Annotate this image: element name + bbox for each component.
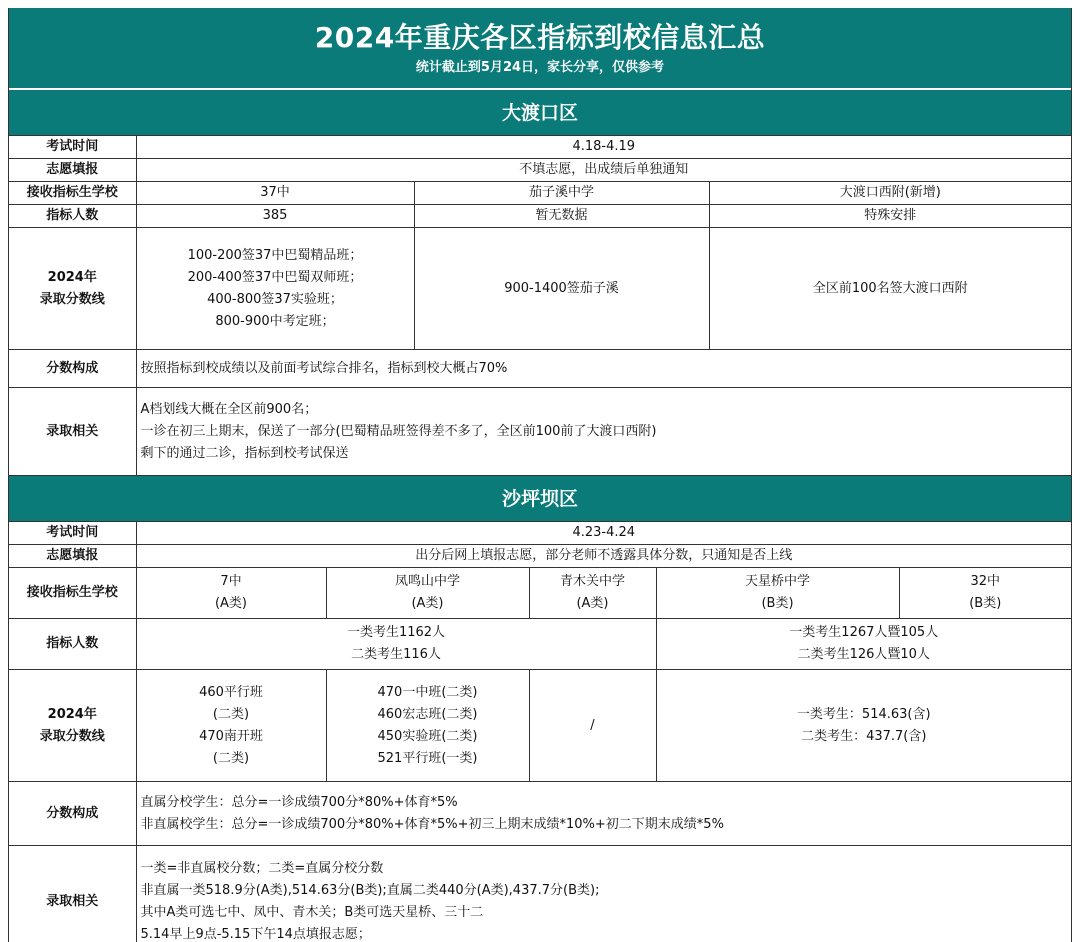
table-row (9, 846, 1071, 942)
district-header-dadukou: 大渡口区 (9, 90, 1071, 136)
dadukou-exam-time: 4.18-4.19 (136, 136, 1071, 159)
dadukou-composition: 按照指标到校成绩以及前面考试综合排名，指标到校大概占70% (136, 350, 1071, 388)
dadukou-quota-3: 特殊安排 (709, 205, 1071, 228)
title-bar (9, 8, 1071, 90)
label-composition: 分数构成 (9, 782, 136, 846)
table-row (9, 545, 1071, 568)
shapingba-table (9, 522, 1071, 942)
table-row (9, 388, 1071, 476)
shapingba-volunteer: 出分后网上填报志愿，部分老师不透露具体分数，只通知是否上线 (136, 545, 1071, 568)
table-row (9, 670, 1071, 782)
summary-sheet (8, 8, 1072, 942)
dadukou-volunteer: 不填志愿，出成绩后单独通知 (136, 159, 1071, 182)
shapingba-composition: 直属分校学生：总分=一诊成绩700分*80%+体育*5% 非直属校学生：总分=一诊成绩700分*80%+体育*5%+初三上期末成绩*10%+初二下期末成绩*5% (136, 782, 1071, 846)
dadukou-score-school-3: 全区前100名签大渡口西附 (709, 228, 1071, 350)
table-row (9, 136, 1071, 159)
shapingba-school-1: 7中 (A类) (136, 568, 326, 619)
table-row (9, 182, 1071, 205)
label-composition: 分数构成 (9, 350, 136, 388)
label-score-line: 2024年 录取分数线 (9, 228, 136, 350)
dadukou-score-school-1: 100-200签37中巴蜀精品班； 200-400签37中巴蜀双师班； 400-800签37实验班； 800-900中考定班； (136, 228, 414, 350)
table-row (9, 350, 1071, 388)
shapingba-admission: 一类=非直属校分数；二类=直属分校分数 非直属一类518.9分(A类),514.63分(B类);直属二类440分(A类),437.7分(B类); 其中A类可选七中、凤中、青木关；B类可选天星桥、三十二 5.14早上9点-5.15下午14点填报志愿； (136, 846, 1071, 942)
district-header-shapingba: 沙坪坝区 (9, 476, 1071, 522)
shapingba-score-school-45: 一类考生：514.63(含) 二类考生：437.7(含) (656, 670, 1071, 782)
label-score-line: 2024年 录取分数线 (9, 670, 136, 782)
shapingba-quota-b: 一类考生1267人暨105人 二类考生126人暨10人 (656, 619, 1071, 670)
page-subtitle: 统计截止到5月24日，家长分享，仅供参考 (415, 60, 665, 75)
label-exam-time: 考试时间 (9, 522, 136, 545)
shapingba-school-5: 32中 (B类) (899, 568, 1071, 619)
label-admission: 录取相关 (9, 388, 136, 476)
label-schools: 接收指标生学校 (9, 182, 136, 205)
shapingba-score-school-3: / (529, 670, 656, 782)
shapingba-score-school-2: 470一中班(二类) 460宏志班(二类) 450实验班(二类) 521平行班(一类) (326, 670, 529, 782)
shapingba-quota-a: 一类考生1162人 二类考生116人 (136, 619, 656, 670)
dadukou-school-2: 茄子溪中学 (414, 182, 709, 205)
dadukou-table (9, 136, 1071, 476)
table-row (9, 159, 1071, 182)
shapingba-exam-time: 4.23-4.24 (136, 522, 1071, 545)
shapingba-school-4: 天星桥中学 (B类) (656, 568, 899, 619)
dadukou-school-3: 大渡口西附(新增) (709, 182, 1071, 205)
shapingba-score-school-1: 460平行班 (二类) 470南开班 (二类) (136, 670, 326, 782)
label-admission: 录取相关 (9, 846, 136, 942)
label-quota: 指标人数 (9, 205, 136, 228)
shapingba-school-3: 青木关中学 (A类) (529, 568, 656, 619)
shapingba-school-2: 凤鸣山中学 (A类) (326, 568, 529, 619)
dadukou-admission: A档划线大概在全区前900名； 一诊在初三上期末，保送了一部分(巴蜀精品班签得差不多了，全区前100前了大渡口西附) 剩下的通过二诊，指标到校考试保送 (136, 388, 1071, 476)
table-row (9, 522, 1071, 545)
page-title: 2024年重庆各区指标到校信息汇总 (314, 21, 766, 54)
label-quota: 指标人数 (9, 619, 136, 670)
dadukou-quota-2: 暂无数据 (414, 205, 709, 228)
table-row (9, 205, 1071, 228)
table-row (9, 228, 1071, 350)
label-exam-time: 考试时间 (9, 136, 136, 159)
table-row (9, 568, 1071, 619)
label-schools: 接收指标生学校 (9, 568, 136, 619)
label-volunteer: 志愿填报 (9, 545, 136, 568)
dadukou-quota-1: 385 (136, 205, 414, 228)
label-volunteer: 志愿填报 (9, 159, 136, 182)
table-row (9, 619, 1071, 670)
table-row (9, 782, 1071, 846)
dadukou-school-1: 37中 (136, 182, 414, 205)
dadukou-score-school-2: 900-1400签茄子溪 (414, 228, 709, 350)
